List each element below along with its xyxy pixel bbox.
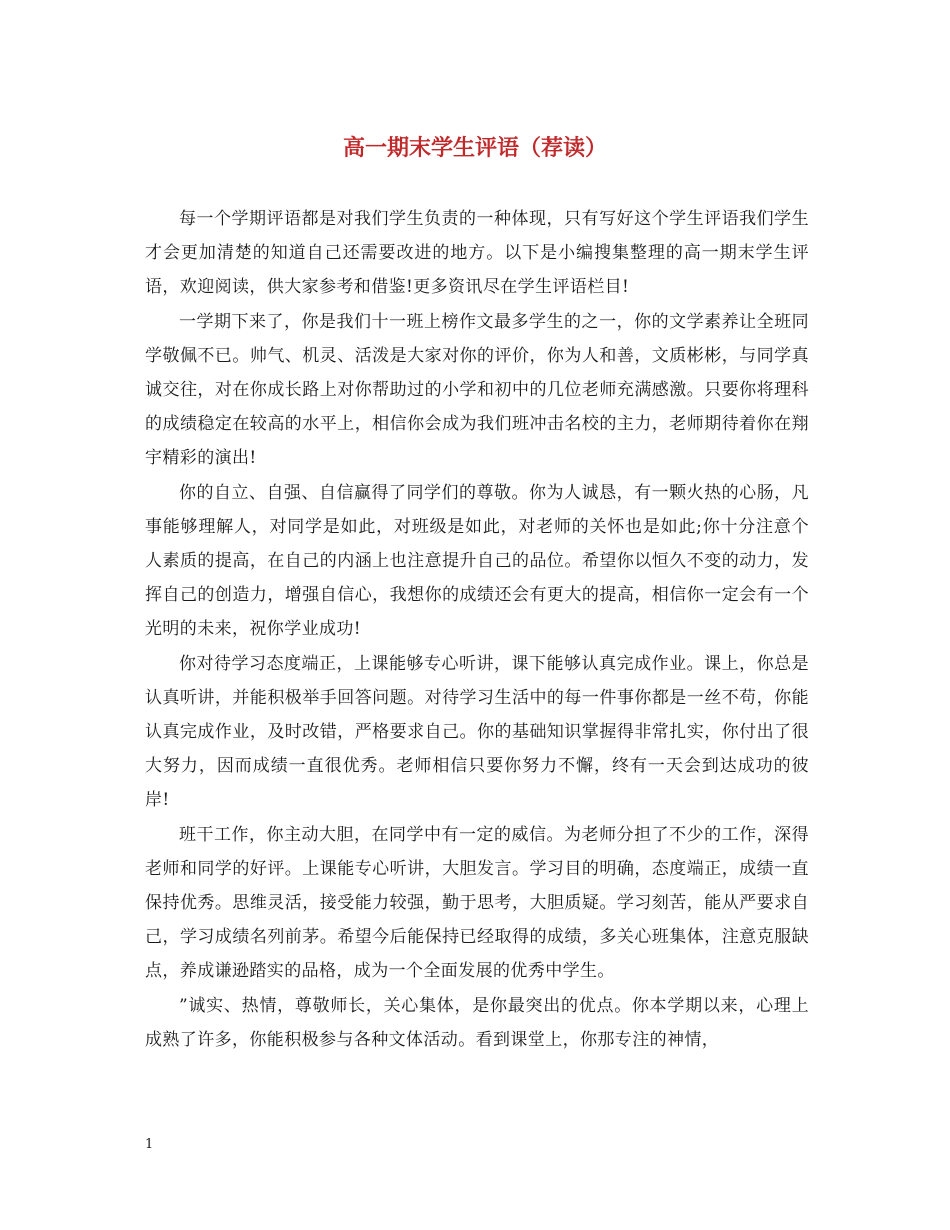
paragraph-comment-1: 一学期下来了，你是我们十一班上榜作文最多学生的之一，你的文学素养让全班同学敬佩不已。帅气、机灵、活泼是大家对你的评价，你为人和善，文质彬彬，与同学真诚交往，对在你成长路上对你帮助过的小学和初中的几位老师充满感激。只要你将理科的成绩稳定在较高的水平上，相信你会成为我们班冲击名校的主力，老师期待着你在翔宇精彩的演出! (145, 311, 809, 469)
paragraph-comment-2: 你的自立、自强、自信赢得了同学们的尊敬。你为人诚恳，有一颗火热的心肠，凡事能够理解人，对同学是如此，对班级是如此，对老师的关怀也是如此;你十分注意个人素质的提高，在自己的内涵上也注意提升自己的品位。希望你以恒久不变的动力，发挥自己的创造力，增强自信心，我想你的成绩还会有更大的提高，相信你一定会有一个光明的未来，祝你学业成功! (145, 482, 809, 640)
paragraph-comment-5: ”诚实、热情，尊敬师长，关心集体，是你最突出的优点。你本学期以来，心理上成熟了许多，你能积极参与各种文体活动。看到课堂上，你那专注的神情， (145, 995, 809, 1050)
paragraph-comment-3: 你对待学习态度端正，上课能够专心听讲，课下能够认真完成作业。课上，你总是认真听讲，并能积极举手回答问题。对待学习生活中的每一件事你都是一丝不苟，你能认真完成作业，及时改错，严格要求自己。你的基础知识掌握得非常扎实，你付出了很大努力，因而成绩一直很优秀。老师相信只要你努力不懈，终有一天会到达成功的彼岸! (145, 653, 809, 811)
document-body (145, 202, 809, 1057)
paragraph-intro: 每一个学期评语都是对我们学生负责的一种体现，只有写好这个学生评语我们学生才会更加清楚的知道自己还需要改进的地方。以下是小编搜集整理的高一期末学生评语，欢迎阅读，供大家参考和借鉴!更多资讯尽在学生评语栏目! (145, 209, 809, 298)
page-number: 1 (145, 1137, 154, 1152)
document-title: 高一期末学生评语（荐读） (342, 135, 607, 161)
paragraph-comment-4: 班干工作，你主动大胆，在同学中有一定的威信。为老师分担了不少的工作，深得老师和同学的好评。上课能专心听讲，大胆发言。学习目的明确，态度端正，成绩一直保持优秀。思维灵活，接受能力较强，勤于思考，大胆质疑。学习刻苦，能从严要求自己，学习成绩名列前茅。希望今后能保持已经取得的成绩，多关心班集体，注意克服缺点，养成谦逊踏实的品格，成为一个全面发展的优秀中学生。 (145, 824, 809, 982)
